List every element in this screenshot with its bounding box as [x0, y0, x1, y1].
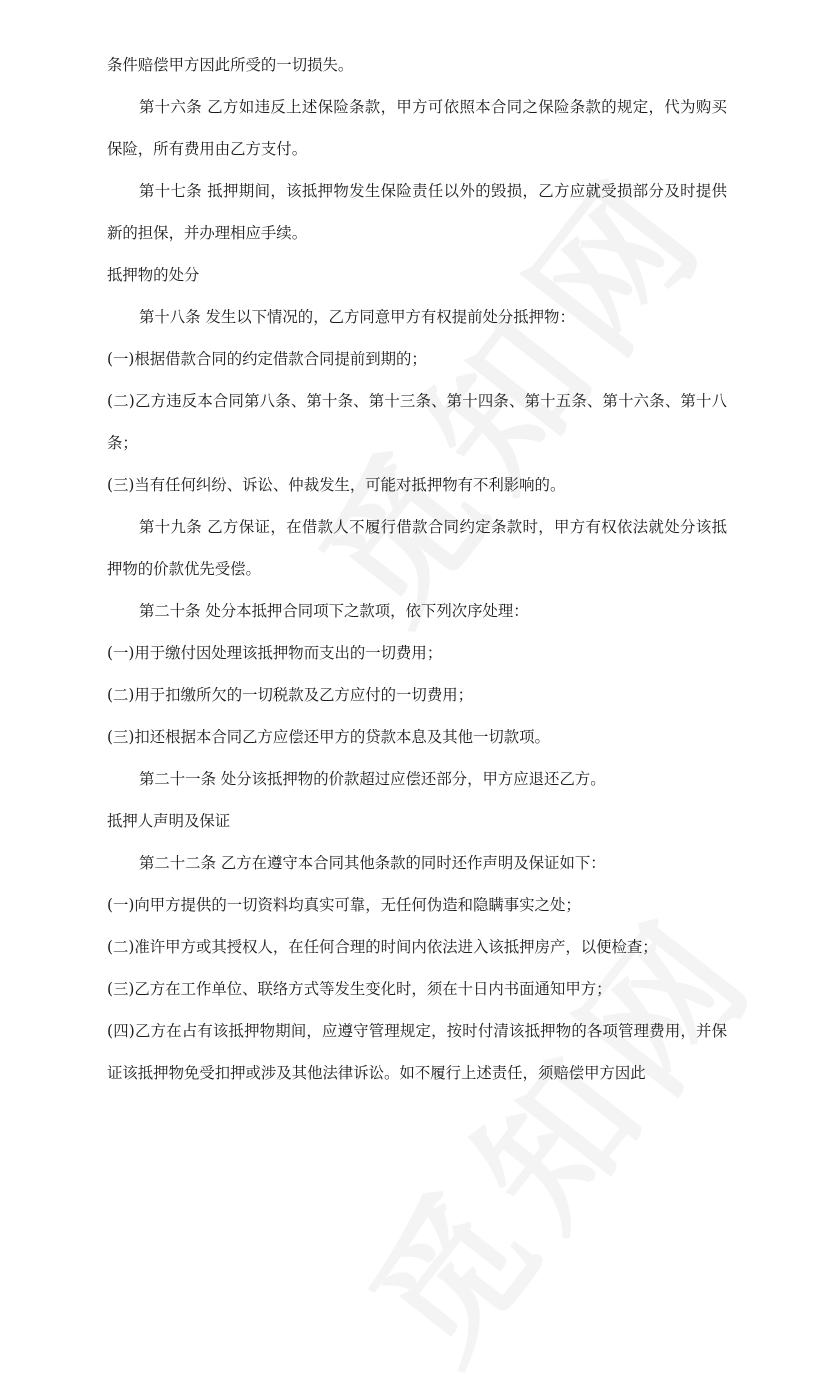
paragraph: 条件赔偿甲方因此所受的一切损失。 [107, 56, 354, 74]
list-item: (四)乙方在占有该抵押物期间，应遵守管理规定，按时付清该抵押物的各项管理费用，并保证该抵押物免受扣押或涉及其他法律诉讼。如不履行上述责任，须赔偿甲方因此 [107, 1022, 727, 1082]
clause-17: 第十七条 抵押期间，该抵押物发生保险责任以外的毁损，乙方应就受损部分及时提供新的担保，并办理相应手续。 [107, 182, 727, 242]
clause-22: 第二十二条 乙方在遵守本合同其他条款的同时还作声明及保证如下： [139, 854, 606, 872]
clause-21: 第二十一条 处分该抵押物的价款超过应偿还部分，甲方应退还乙方。 [139, 770, 606, 788]
document-body [107, 44, 727, 1094]
clause-18: 第十八条 发生以下情况的，乙方同意甲方有权提前处分抵押物： [139, 308, 575, 326]
clause-19: 第十九条 乙方保证，在借款人不履行借款合同约定条款时，甲方有权依法就处分该抵押物的价款优先受偿。 [107, 518, 727, 578]
list-item: (三)扣还根据本合同乙方应偿还甲方的贷款本息及其他一切款项。 [107, 728, 550, 746]
section-heading-disposal: 抵押物的处分 [107, 266, 200, 284]
list-item: (二)准许甲方或其授权人，在任何合理的时间内依法进入该抵押房产，以便检查； [107, 938, 658, 956]
section-heading-declaration: 抵押人声明及保证 [107, 812, 231, 830]
list-item: (一)向甲方提供的一切资料均真实可靠，无任何伪造和隐瞒事实之处； [107, 896, 581, 914]
clause-20: 第二十条 处分本抵押合同项下之款项，依下列次序处理： [139, 602, 529, 620]
list-item: (二)乙方违反本合同第八条、第十条、第十三条、第十四条、第十五条、第十六条、第十八条； [107, 392, 727, 452]
list-item: (一)根据借款合同的约定借款合同提前到期的； [107, 350, 427, 368]
list-item: (一)用于缴付因处理该抵押物而支出的一切费用； [107, 644, 443, 662]
list-item: (三)当有任何纠纷、诉讼、仲裁发生，可能对抵押物有不利影响的。 [107, 476, 566, 494]
clause-16: 第十六条 乙方如违反上述保险条款，甲方可依照本合同之保险条款的规定，代为购买保险，所有费用由乙方支付。 [107, 98, 727, 158]
list-item: (二)用于扣缴所欠的一切税款及乙方应付的一切费用； [107, 686, 473, 704]
list-item: (三)乙方在工作单位、联络方式等发生变化时，须在十日内书面通知甲方； [107, 980, 612, 998]
